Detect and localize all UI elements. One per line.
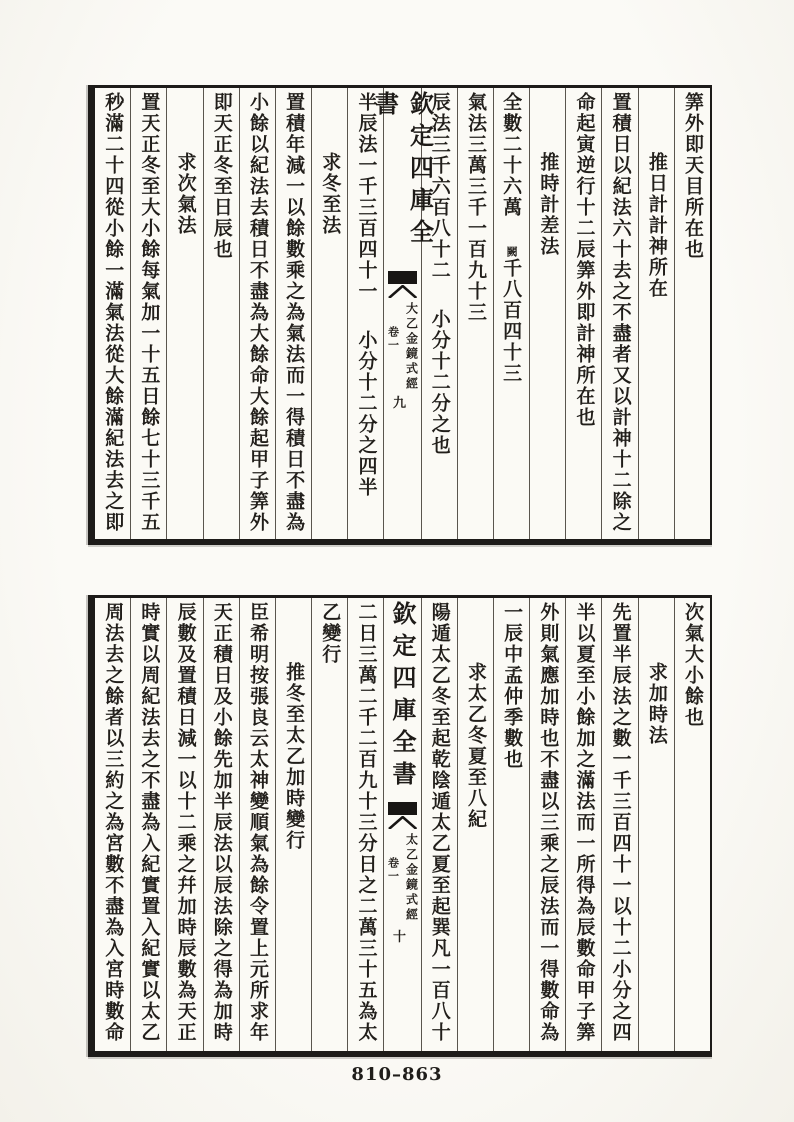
spine-column bbox=[370, 88, 435, 539]
spine-book-title: 太乙金鏡式經 bbox=[404, 833, 419, 923]
spine-header: 欽定四庫全書 bbox=[388, 601, 418, 793]
text-column-14 bbox=[203, 598, 239, 1051]
column-text: 即天正冬至日辰也 bbox=[210, 92, 233, 260]
text-column-13 bbox=[239, 598, 275, 1051]
text-column-3 bbox=[601, 598, 637, 1051]
column-text: 推冬至太乙加時變行 bbox=[283, 662, 306, 851]
column-text: 推日計計神所在 bbox=[645, 152, 668, 299]
text-column-13 bbox=[239, 88, 275, 539]
fishtail-band bbox=[388, 271, 417, 284]
text-column-11 bbox=[311, 88, 347, 539]
text-column-17 bbox=[95, 88, 130, 539]
column-text: 一辰中孟仲季數也 bbox=[501, 602, 524, 770]
column-text: 先置半辰法之數一千三百四十一以十二小分之四 bbox=[609, 602, 632, 1043]
text-column-6 bbox=[493, 88, 529, 539]
text-column-15 bbox=[166, 88, 202, 539]
column-text: 筭外即天目所在也 bbox=[682, 92, 704, 260]
text-column-10 bbox=[347, 88, 383, 539]
column-text: 二日三萬二千二百九十三分日之二萬三十五為太 bbox=[355, 602, 378, 1043]
spine-title-group bbox=[385, 302, 421, 392]
column-text: 外則氣應加時也不盡以三乘之辰法而一得數命為 bbox=[537, 602, 560, 1043]
text-column-2 bbox=[638, 598, 674, 1051]
column-text: 天正積日及小餘先加半辰法以辰法除之得為加時 bbox=[210, 602, 233, 1043]
column-text: 千八百四十三 bbox=[500, 258, 523, 384]
folio-block-top bbox=[88, 85, 712, 545]
column-text: 推時計差法 bbox=[537, 152, 560, 257]
text-column-11 bbox=[311, 598, 347, 1051]
spine-page-number: 九 bbox=[393, 396, 407, 411]
column-text: 乙變行 bbox=[319, 602, 342, 665]
text-column-5 bbox=[529, 598, 565, 1051]
text-column-17 bbox=[95, 598, 130, 1051]
column-text: 求加時法 bbox=[645, 662, 668, 746]
spine-volume-label: 卷一 bbox=[386, 326, 400, 352]
text-column-6 bbox=[493, 598, 529, 1051]
text-column-7 bbox=[457, 598, 493, 1051]
spine-volume-label: 卷一 bbox=[386, 857, 400, 883]
spine-title-group bbox=[385, 833, 421, 923]
text-column-3 bbox=[601, 88, 637, 539]
text-column-10 bbox=[347, 598, 383, 1051]
text-column-7 bbox=[457, 88, 493, 539]
text-column-1 bbox=[674, 598, 710, 1051]
column-text: 命起寅逆行十二辰筭外即計神所在也 bbox=[573, 92, 596, 428]
column-text: 辰法三千六百八十二 bbox=[428, 92, 451, 281]
column-text: 置天正冬至大小餘每氣加一十五日餘七十三千五 bbox=[138, 92, 161, 533]
column-text: 辰數及置積日減一以十二乘之幷加時辰數為天正 bbox=[174, 602, 197, 1043]
text-column-16 bbox=[130, 88, 166, 539]
column-text: 秒滿二十四從小餘一滿氣法從大餘滿紀法去之即 bbox=[102, 92, 125, 533]
fishtail-band bbox=[388, 802, 417, 815]
text-column-1 bbox=[674, 88, 710, 539]
column-text: 半辰法一千三百四十一 bbox=[355, 92, 378, 302]
column-text: 求太乙冬夏至八紀 bbox=[464, 662, 487, 830]
fishtail-icon bbox=[388, 271, 417, 298]
text-column-4 bbox=[565, 88, 601, 539]
folio-block-bottom bbox=[88, 595, 712, 1057]
text-column-15 bbox=[166, 598, 202, 1051]
column-text: 時實以周紀法去之不盡為入紀實置入紀實以太乙 bbox=[138, 602, 161, 1043]
text-column-12 bbox=[275, 598, 311, 1051]
column-text: 小分十二分之四半 bbox=[355, 330, 378, 498]
column-text: 置積日以紀法六十去之不盡者又以計神十二除之 bbox=[609, 92, 632, 533]
text-column-2 bbox=[638, 88, 674, 539]
column-text: 小分十二分之也 bbox=[428, 309, 451, 456]
spine-column bbox=[383, 598, 420, 1051]
text-column-14 bbox=[203, 88, 239, 539]
spine-page-number: 十 bbox=[393, 930, 407, 945]
text-column-4 bbox=[565, 598, 601, 1051]
plate-number: 810–863 bbox=[351, 1064, 443, 1085]
small-annotation: 闕 bbox=[505, 246, 519, 258]
column-text: 臣希明按張良云太神變順氣為餘令置上元所求年 bbox=[246, 602, 269, 1043]
column-text: 周法去之餘者以三約之為宮數不盡為入宮時數命 bbox=[102, 602, 125, 1043]
spine-header: 欽定四庫全書 bbox=[370, 91, 435, 251]
column-text: 求冬至法 bbox=[319, 152, 342, 236]
column-text: 氣法三萬三千一百九十三 bbox=[464, 92, 487, 323]
column-text: 小餘以紀法去積日不盡為大餘命大餘起甲子筭外 bbox=[246, 92, 269, 533]
column-text: 置積年減一以餘數乘之為氣法而一得積日不盡為 bbox=[283, 92, 306, 533]
spine-book-title: 大乙金鏡式經 bbox=[404, 302, 419, 392]
fishtail-icon bbox=[388, 802, 417, 829]
column-text: 全數二十六萬 bbox=[500, 92, 523, 218]
column-text: 次氣大小餘也 bbox=[682, 602, 704, 728]
text-column-8 bbox=[421, 598, 457, 1051]
column-text: 求次氣法 bbox=[174, 152, 197, 236]
text-column-12 bbox=[275, 88, 311, 539]
text-column-16 bbox=[130, 598, 166, 1051]
text-column-5 bbox=[529, 88, 565, 539]
column-text: 半以夏至小餘加之滿法而一所得為辰數命甲子筭 bbox=[573, 602, 596, 1043]
column-text: 陽遁太乙冬至起乾陰遁太乙夏至起巽凡一百八十 bbox=[428, 602, 451, 1043]
